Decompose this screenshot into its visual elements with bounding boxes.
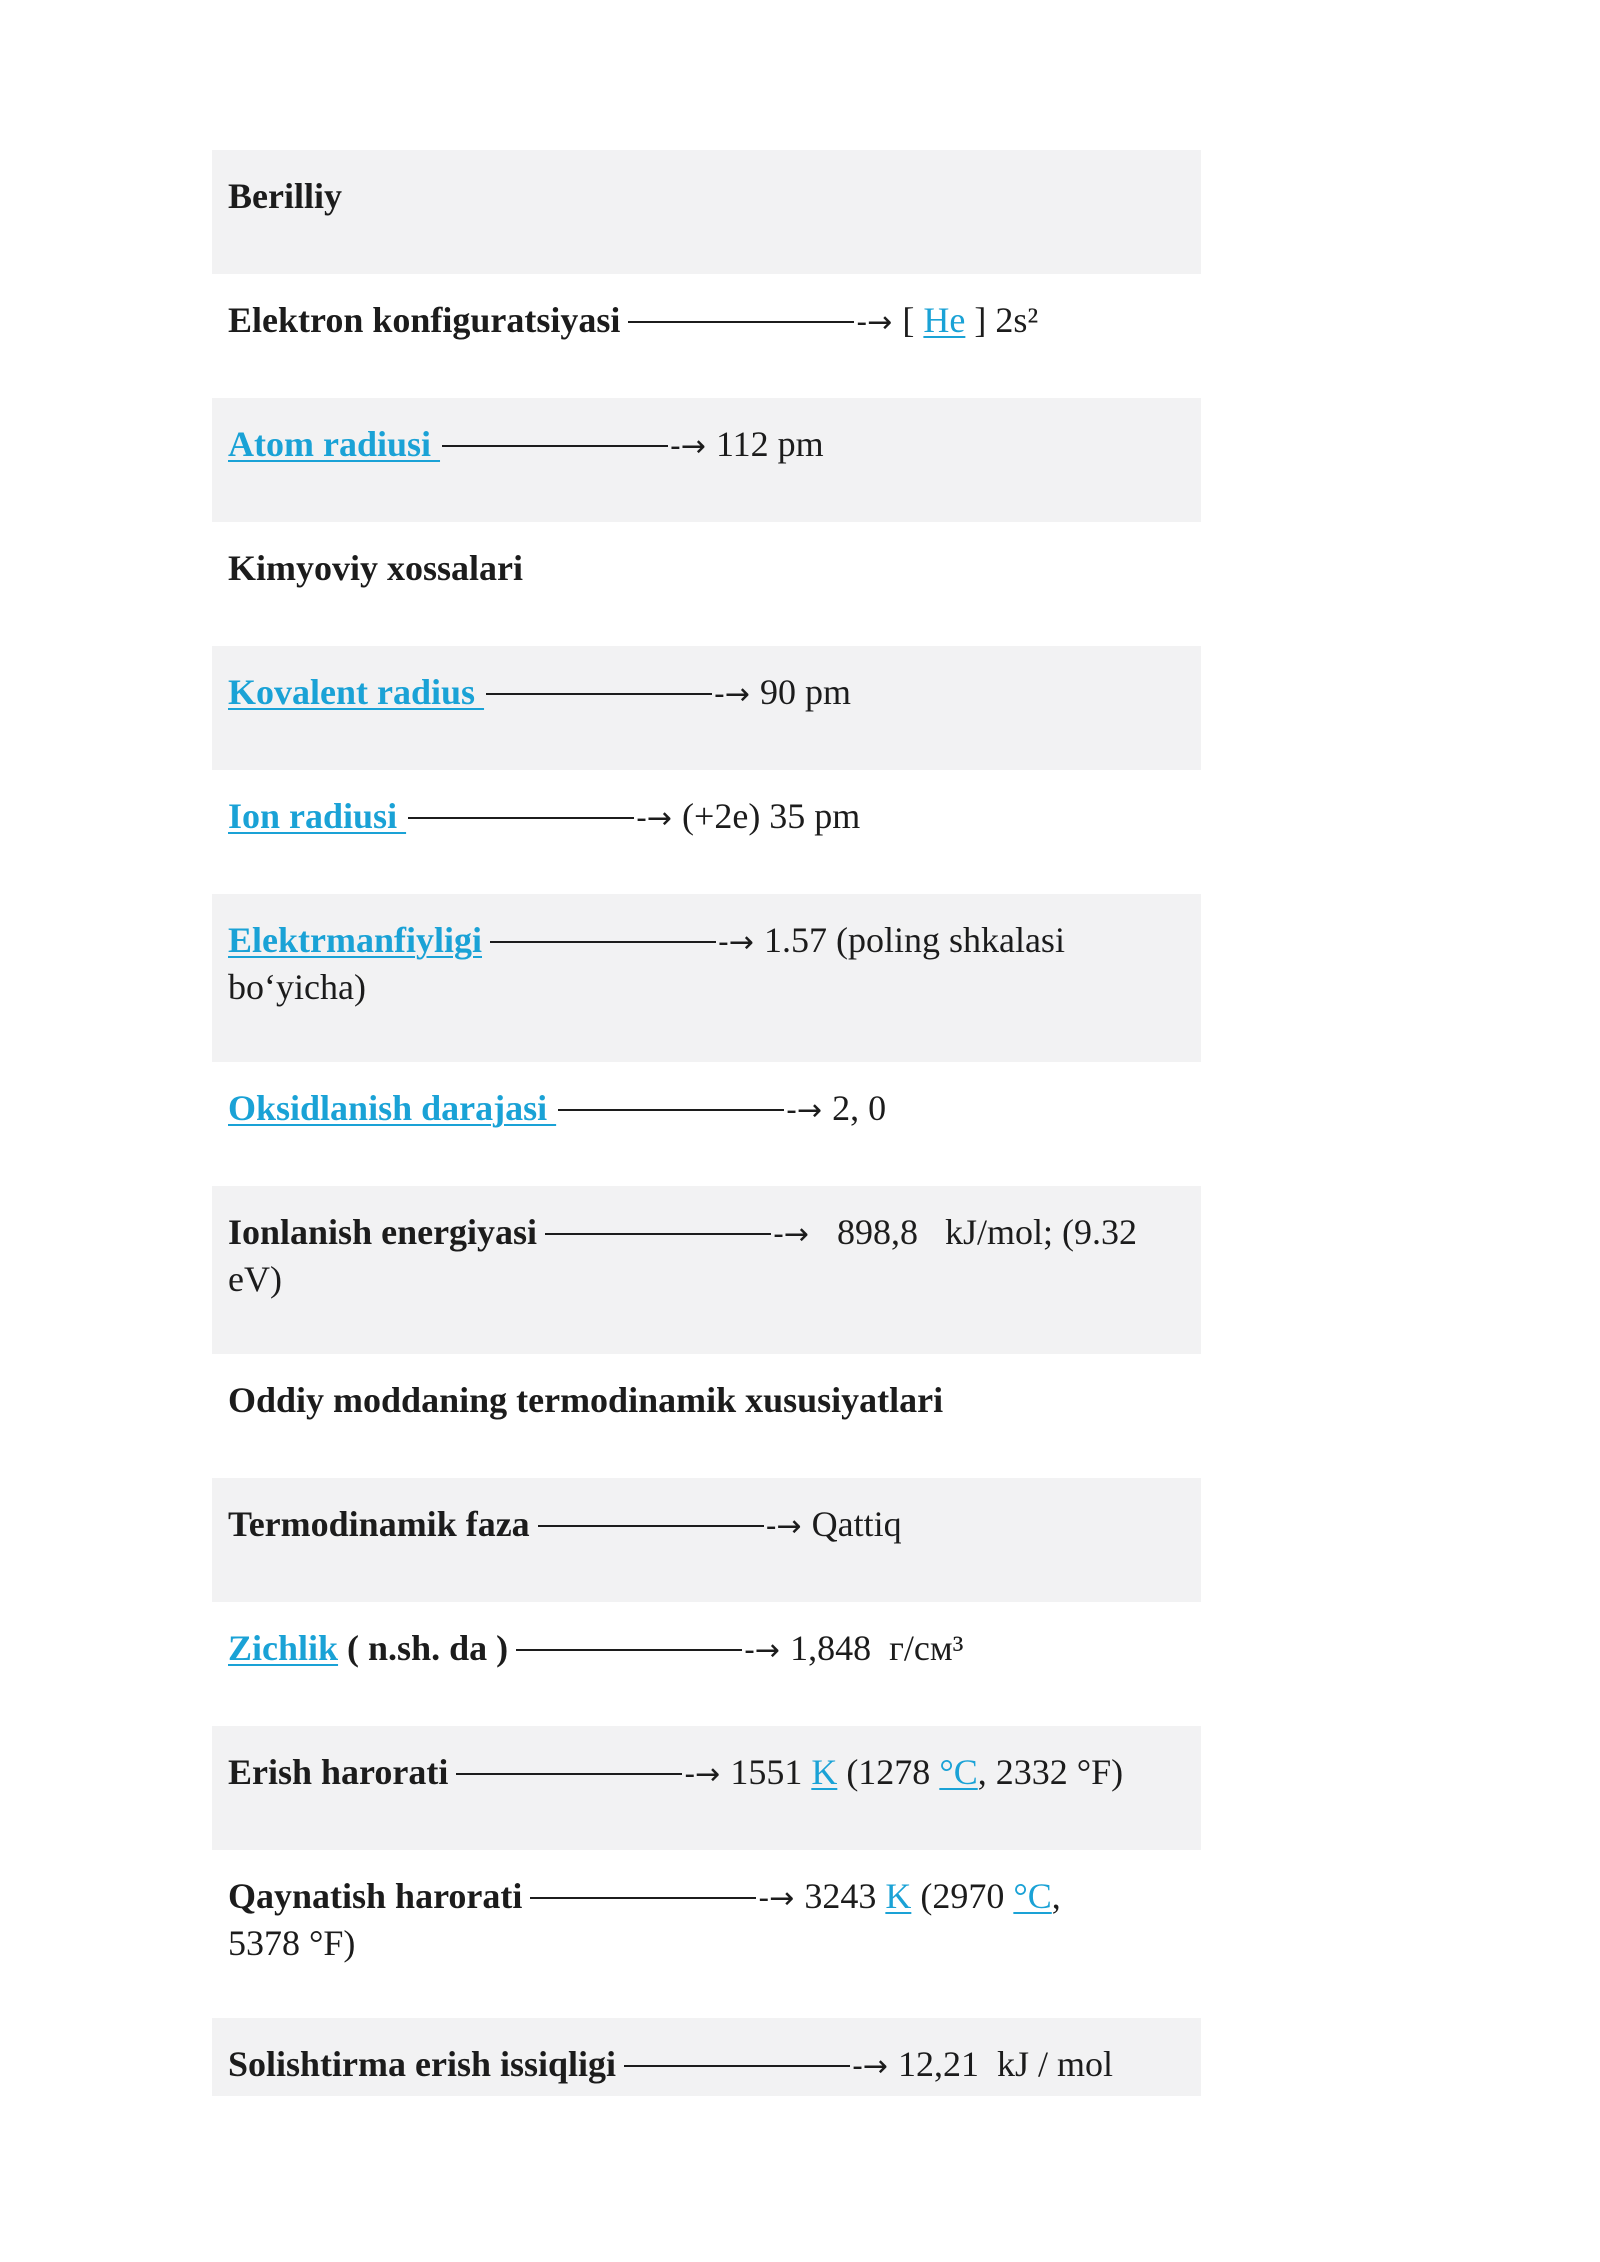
leader-line xyxy=(530,1897,756,1899)
value-suffix: , 2332 °F) xyxy=(977,1752,1124,1792)
arrow-icon: -→ xyxy=(744,1633,781,1668)
arrow-icon: -→ xyxy=(670,429,706,464)
arrow-icon: -→ xyxy=(758,1881,795,1916)
row-label: Erish harorati xyxy=(228,1752,449,1792)
row-ion-radius xyxy=(212,770,1201,894)
leader-line xyxy=(628,321,854,323)
kelvin-link[interactable]: K xyxy=(811,1752,838,1792)
value-middle: (1278 xyxy=(837,1752,940,1792)
row-melting-point xyxy=(212,1726,1201,1850)
section-heading: Oddiy moddaning termodinamik xususiyatlari xyxy=(228,1380,944,1420)
value-prefix: 3243 xyxy=(804,1876,886,1916)
row-value: Qattiq xyxy=(811,1504,902,1544)
element-name: Berilliy xyxy=(228,176,342,216)
section-heading: Kimyoviy xossalari xyxy=(228,548,523,588)
row-value-continued: bo‘yicha) xyxy=(228,967,366,1007)
row-value: 90 pm xyxy=(760,672,852,712)
arrow-icon: -→ xyxy=(773,1217,810,1252)
row-value-continued: eV) xyxy=(228,1259,282,1299)
ion-radius-link[interactable]: Ion radiusi xyxy=(228,796,407,836)
helium-link[interactable]: He xyxy=(923,300,966,340)
arrow-icon: -→ xyxy=(765,1509,802,1544)
row-value-continued: 5378 °F) xyxy=(228,1923,356,1963)
row-label: Qaynatish harorati xyxy=(228,1876,523,1916)
row-value: 12,21 kJ / mol xyxy=(898,2044,1114,2084)
row-element-name xyxy=(212,150,1201,274)
atomic-radius-link[interactable]: Atom radiusi xyxy=(228,424,441,464)
row-value: 2, 0 xyxy=(832,1088,887,1128)
value-prefix: [ xyxy=(902,300,924,340)
arrow-icon: -→ xyxy=(856,305,893,340)
value-middle: (2970 xyxy=(911,1876,1014,1916)
row-value: 1,848 г/см³ xyxy=(790,1628,964,1668)
element-properties-table xyxy=(212,150,1201,2096)
leader-line xyxy=(486,693,712,695)
leader-line xyxy=(516,1649,742,1651)
arrow-icon: -→ xyxy=(786,1093,823,1128)
row-oxidation-state xyxy=(212,1062,1201,1186)
leader-line xyxy=(545,1233,771,1235)
leader-line xyxy=(490,941,716,943)
row-thermodynamic-phase xyxy=(212,1478,1201,1602)
value-prefix: 1551 xyxy=(730,1752,812,1792)
row-value: 1.57 (poling shkalasi xyxy=(763,920,1065,960)
leader-line xyxy=(442,445,668,447)
oxidation-state-link[interactable]: Oksidlanish darajasi xyxy=(228,1088,557,1128)
row-section-thermodynamic xyxy=(212,1354,1201,1478)
arrow-icon: -→ xyxy=(852,2049,889,2084)
kelvin-link[interactable]: K xyxy=(885,1876,912,1916)
leader-line xyxy=(558,1109,784,1111)
row-electronegativity xyxy=(212,894,1201,1062)
arrow-icon: -→ xyxy=(684,1757,721,1792)
covalent-radius-link[interactable]: Kovalent radius xyxy=(228,672,485,712)
row-electron-configuration xyxy=(212,274,1201,398)
arrow-icon: -→ xyxy=(718,925,754,960)
value-suffix: , xyxy=(1051,1876,1061,1916)
row-label: Solishtirma erish issiqligi xyxy=(228,2044,617,2084)
electronegativity-link[interactable]: Elektrmanfiyligi xyxy=(228,920,482,960)
row-boiling-point xyxy=(212,1850,1201,2018)
row-value: 112 pm xyxy=(715,424,824,464)
row-ionization-energy xyxy=(212,1186,1201,1354)
leader-line xyxy=(538,1525,764,1527)
leader-line xyxy=(456,1773,682,1775)
row-label-extra: ( n.sh. da ) xyxy=(338,1628,509,1668)
value-suffix: ] 2s² xyxy=(965,300,1039,340)
leader-line xyxy=(624,2065,850,2067)
row-heat-of-fusion xyxy=(212,2018,1201,2096)
celsius-link[interactable]: °C xyxy=(1013,1876,1052,1916)
density-link[interactable]: Zichlik xyxy=(228,1628,339,1668)
row-value: 898,8 kJ/mol; (9.32 xyxy=(819,1212,1138,1252)
row-label: Termodinamik faza xyxy=(228,1504,530,1544)
row-density xyxy=(212,1602,1201,1726)
celsius-link[interactable]: °C xyxy=(939,1752,978,1792)
row-value: (+2e) 35 pm xyxy=(682,796,861,836)
arrow-icon: -→ xyxy=(714,677,750,712)
row-label: Ionlanish energiyasi xyxy=(228,1212,538,1252)
row-section-chemical xyxy=(212,522,1201,646)
row-covalent-radius xyxy=(212,646,1201,770)
arrow-icon: -→ xyxy=(636,801,673,836)
row-label: Elektron konfiguratsiyasi xyxy=(228,300,621,340)
row-atomic-radius xyxy=(212,398,1201,522)
leader-line xyxy=(408,817,634,819)
